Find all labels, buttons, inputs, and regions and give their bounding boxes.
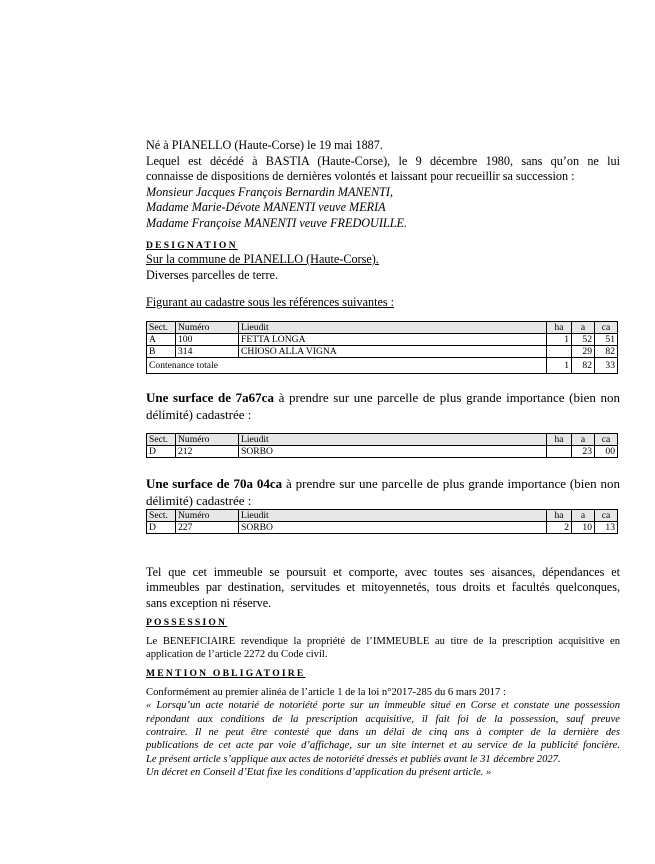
total-row [147, 357, 618, 373]
header-numero: Numéro [176, 433, 239, 445]
cell-ha [547, 445, 572, 457]
cell-sect: D [147, 521, 176, 533]
cadastre-table-1 [146, 321, 618, 374]
header-a: a [572, 433, 595, 445]
possession-heading: POSSESSION [146, 617, 228, 628]
death-line-1: Lequel est décédé à BASTIA (Haute-Corse), le 9 décembre 1980, sans qu’on ne lui [146, 153, 620, 168]
commune-line: Sur la commune de PIANELLO (Haute-Corse). [146, 252, 379, 266]
header-a: a [572, 321, 595, 333]
cell-ca: 00 [595, 445, 618, 457]
surface-1-rest: à prendre sur une parcelle de plus grande importance (bien non [273, 389, 620, 405]
surface-1-paragraph [146, 389, 620, 423]
surface-1-line-2: délimité) cadastrée : [146, 406, 252, 422]
surface-1-line-1 [146, 389, 620, 406]
death-line-2: connaisse de dispositions de dernières volontés et laissant pour recueillir sa succession : [146, 169, 575, 183]
header-ha: ha [547, 433, 572, 445]
table-row [147, 445, 618, 457]
cell-a: 52 [572, 333, 595, 345]
table-row [147, 333, 618, 345]
table-header-row [147, 321, 618, 333]
header-ha: ha [547, 321, 572, 333]
birth-line: Né à PIANELLO (Haute-Corse) le 19 mai 1887. [146, 138, 383, 152]
cell-ca: 13 [595, 521, 618, 533]
header-ca: ca [595, 321, 618, 333]
possession-line-1: Le BENEFICIAIRE revendique la propriété de l’IMMEUBLE au titre de la prescription acquisitive en [146, 636, 620, 647]
cell-numero: 212 [176, 445, 239, 457]
cell-lieudit: SORBO [239, 521, 547, 533]
cell-numero: 227 [176, 521, 239, 533]
cell-numero: 314 [176, 345, 239, 357]
table-row [147, 345, 618, 357]
cell-lieudit: CHIOSO ALLA VIGNA [239, 345, 547, 357]
cell-ha: 2 [547, 521, 572, 533]
header-sect: Sect. [147, 509, 176, 521]
surface-2-rest: à prendre sur une parcelle de plus grande importance (bien non [282, 475, 620, 491]
mention-quote-3: contraire. Il ne peut être contesté que dans un délai de cinq ans à compter de la dernière des [146, 727, 620, 739]
cell-sect: D [147, 445, 176, 457]
mention-intro: Conformément au premier alinéa de l’article 1 de la loi n°2017-285 du 6 mars 2017 : [146, 686, 506, 698]
heir-2: Madame Marie-Dévote MANENTI veuve MERIA [146, 200, 386, 214]
mention-quote-1: « Lorsqu’un acte notarié de notoriété porte sur un immeuble situé en Corse et constate une possession [146, 700, 620, 712]
cadastre-intro: Figurant au cadastre sous les références suivantes : [146, 295, 395, 309]
mention-quote-2: répondant aux conditions de la prescription acquisitive, il fait foi de la possession, sauf preuve [146, 713, 620, 725]
table-header-row [147, 433, 618, 445]
surface-2-line-1 [146, 475, 620, 492]
total-label: Contenance totale [147, 357, 547, 373]
cadastre-table-3 [146, 509, 618, 534]
mention-section [146, 668, 620, 780]
mention-quote-5: Le présent article s’applique aux actes de notoriété dressés et publiés avant le 31 décembre 2027. [146, 753, 561, 765]
header-lieudit: Lieudit [239, 509, 547, 521]
surface-2-bold: Une surface de 70a 04ca [146, 475, 283, 491]
designation-section [146, 240, 620, 311]
header-sect: Sect. [147, 433, 176, 445]
cell-a: 10 [572, 521, 595, 533]
intro-section [146, 138, 620, 231]
mention-heading: MENTION OBLIGATOIRE [146, 667, 306, 679]
header-ha: ha [547, 509, 572, 521]
cadastre-table-2 [146, 433, 618, 458]
possession-line-2: application de l’article 2272 du Code civil. [146, 649, 328, 661]
cell-lieudit: FETTA LONGA [239, 333, 547, 345]
cell-lieudit: SORBO [239, 445, 547, 457]
cell-ha: 1 [547, 333, 572, 345]
immeuble-paragraph [146, 565, 620, 612]
immeuble-line-2: immeubles par destination, servitudes et mitoyennetés, tous droits et facultés quelconques, [146, 580, 620, 594]
parcels-description: Diverses parcelles de terre. [146, 267, 278, 282]
heir-1: Monsieur Jacques François Bernardin MANENTI, [146, 184, 393, 199]
mention-quote-4: publications de cet acte par voie d’affichage, sur un site internet et au service de la publicité foncière. [146, 740, 620, 752]
cell-sect: B [147, 345, 176, 357]
total-a: 82 [572, 357, 595, 373]
immeuble-line-3: sans exception ni réserve. [146, 595, 272, 610]
cell-ca: 51 [595, 333, 618, 345]
document-page [146, 138, 620, 780]
total-ha: 1 [547, 357, 572, 373]
header-lieudit: Lieudit [239, 433, 547, 445]
table-header-row [147, 509, 618, 521]
header-sect: Sect. [147, 321, 176, 333]
heir-3: Madame Françoise MANENTI veuve FREDOUILLE. [146, 215, 407, 230]
mention-quote-6: Un décret en Conseil d’Etat fixe les conditions d’application du présent article. » [146, 767, 492, 779]
header-a: a [572, 509, 595, 521]
possession-section [146, 617, 620, 662]
surface-1-bold: Une surface de 7a67ca [146, 389, 274, 405]
cell-ca: 82 [595, 345, 618, 357]
table-row [147, 521, 618, 533]
total-ca: 33 [595, 357, 618, 373]
cell-a: 23 [572, 445, 595, 457]
cell-ha [547, 345, 572, 357]
surface-2-paragraph [146, 475, 620, 509]
header-ca: ca [595, 509, 618, 521]
designation-heading: DESIGNATION [146, 240, 238, 251]
cell-a: 29 [572, 345, 595, 357]
header-ca: ca [595, 433, 618, 445]
cell-numero: 100 [176, 333, 239, 345]
cell-sect: A [147, 333, 176, 345]
header-lieudit: Lieudit [239, 321, 547, 333]
header-numero: Numéro [176, 321, 239, 333]
surface-2-line-2: délimité) cadastrée : [146, 492, 252, 508]
header-numero: Numéro [176, 509, 239, 521]
immeuble-line-1: Tel que cet immeuble se poursuit et comporte, avec toutes ses aisances, dépendances et [146, 564, 620, 579]
